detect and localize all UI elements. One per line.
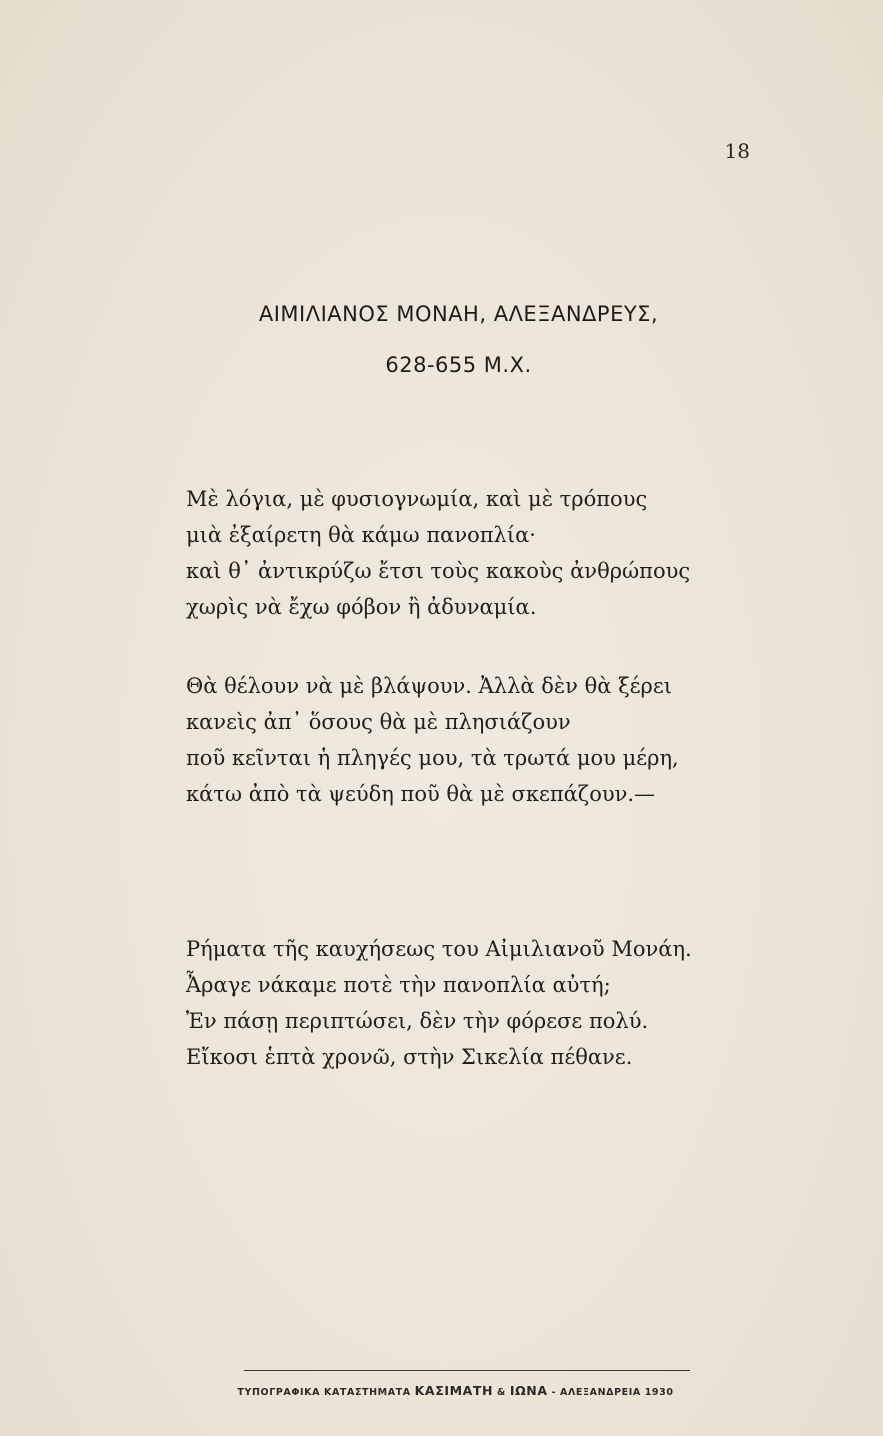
- printer-colophon: [0, 1383, 883, 1398]
- verse-line: χωρὶς νὰ ἔχω φόβον ἢ ἀδυναμία.: [186, 595, 537, 619]
- verse-line: μιὰ ἐξαίρετη θὰ κάμω πανοπλία·: [186, 523, 536, 547]
- poem-title: ΑΙΜΙΛΙΑΝΟΣ ΜΟΝΑΗ, ΑΛΕΞΑΝΔΡΕΥΣ,: [258, 302, 659, 326]
- colophon-ampersand: &: [497, 1387, 506, 1398]
- stanza-2: [186, 668, 679, 812]
- page-number: 18: [724, 139, 750, 163]
- verse-line: κανεὶς ἀπ᾿ ὅσους θὰ μὲ πλησιάζουν: [186, 710, 571, 734]
- verse-line: Εἴκοσι ἑπτὰ χρονῶ, στὴν Σικελία πέθανε.: [186, 1045, 633, 1069]
- footer-rule: [244, 1370, 690, 1371]
- verse-line: Ἆραγε νάκαμε ποτὲ τὴν πανοπλία αὐτή;: [186, 973, 611, 997]
- verse-line: καὶ θ᾿ ἀντικρύζω ἔτσι τοὺς κακοὺς ἀνθρώπους: [186, 559, 691, 583]
- colophon-name-2: ΙΩΝΑ: [509, 1383, 548, 1398]
- verse-line: Ἐν πάσῃ περιπτώσει, δὲν τὴν φόρεσε πολύ.: [186, 1009, 649, 1033]
- colophon-place-year: - ΑΛΕΞΑΝΔΡΕΙΑ 1930: [551, 1387, 674, 1398]
- verse-line: Θὰ θέλουν νὰ μὲ βλάψουν. Ἀλλὰ δὲν θὰ ξέρει: [186, 674, 672, 698]
- stanza-3: [186, 931, 692, 1075]
- stanza-1: [186, 481, 690, 625]
- colophon-printer: ΤΥΠΟΓΡΑΦΙΚΑ ΚΑΤΑΣΤΗΜΑΤΑ: [237, 1387, 411, 1398]
- colophon-name-1: ΚΑΣΙΜΑΤΗ: [414, 1383, 494, 1398]
- poem-subtitle-dates: 628-655 Μ.Χ.: [385, 353, 532, 377]
- verse-line: Μὲ λόγια, μὲ φυσιογνωμία, καὶ μὲ τρόπους: [186, 487, 648, 511]
- verse-line: κάτω ἀπὸ τὰ ψεύδη ποῦ θὰ μὲ σκεπάζουν.—: [186, 782, 656, 806]
- verse-line: ποῦ κεῖνται ἡ πληγές μου, τὰ τρωτά μου μέρη,: [186, 746, 679, 770]
- verse-line: Ρήματα τῆς καυχήσεως του Αἰμιλιανοῦ Μονάη.: [186, 937, 692, 961]
